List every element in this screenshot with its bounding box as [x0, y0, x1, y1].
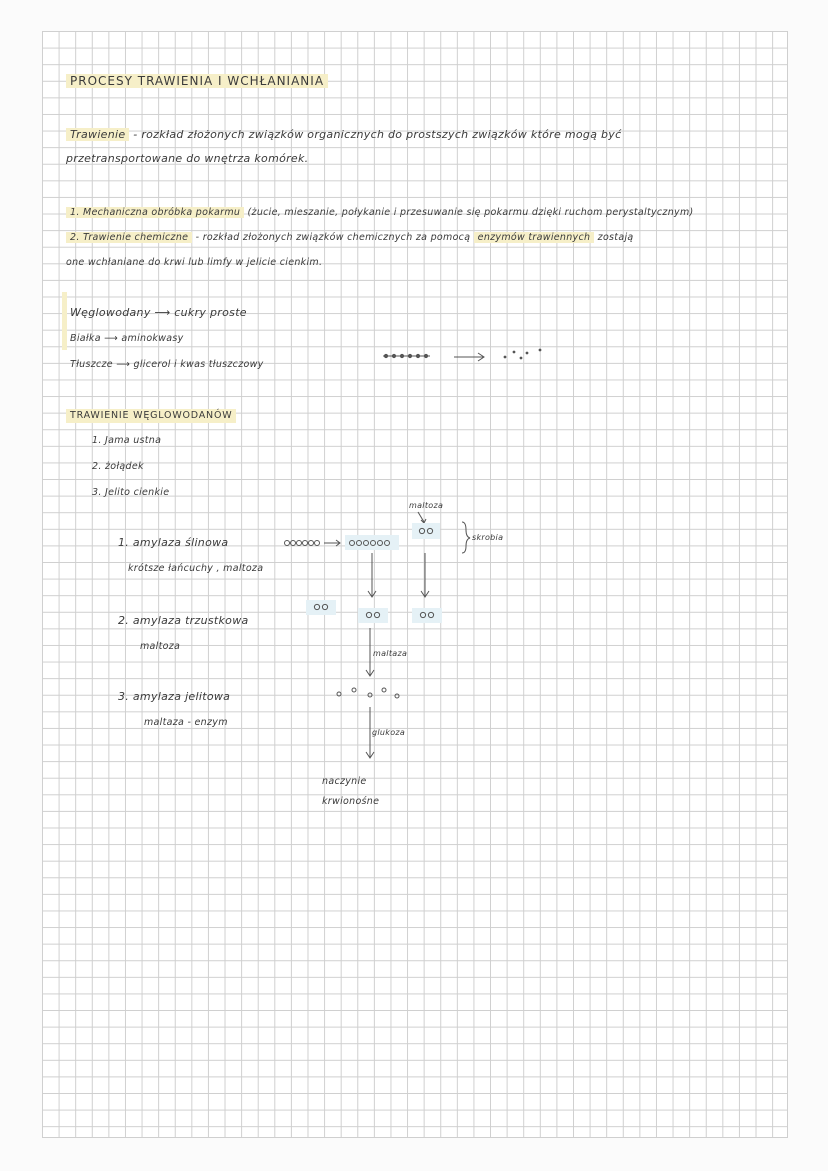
label-maltaza: maltaza — [373, 649, 408, 658]
definition-text: - rozkład złożonych związków organicznych do prostszych związków które mogą być — [133, 128, 622, 141]
enzyme-2-name: 2. amylaza trzustkowa — [118, 614, 249, 627]
glucose-dots-icon — [337, 688, 399, 698]
stage-2-line-2: one wchłaniane do krwi lub limfy w jelicie cienkim. — [66, 257, 323, 268]
stage-2-end: zostają — [597, 232, 634, 243]
enzyme-1-product: krótsze łańcuchy , maltoza — [128, 563, 264, 574]
definition-line-2: przetransportowane do wnętrza komórek. — [66, 152, 309, 165]
stage-2-label: 2. Trawienie chemiczne — [66, 232, 192, 243]
label-maltoza-top: maltoza — [409, 501, 444, 510]
label-skrobia: skrobia — [472, 533, 504, 542]
place-1: 1. Jama ustna — [92, 435, 162, 446]
page-title: PROCESY TRAWIENIA I WCHŁANIANIA — [66, 74, 328, 88]
definition-term: Trawienie — [66, 128, 129, 141]
carb-heading: TRAWIENIE WĘGLOWODANÓW — [66, 409, 236, 423]
starch-chain-icon — [285, 540, 341, 546]
enzyme-2-product: maltoza — [140, 641, 181, 652]
place-2: 2. żołądek — [92, 461, 144, 472]
breakdown-fats: Tłuszcze ⟶ glicerol i kwas tłuszczowy — [70, 359, 264, 370]
label-glukoza: glukoza — [372, 728, 406, 737]
enzyme-3-product: maltaza - enzym — [144, 717, 228, 728]
enzyme-3-name: 3. amylaza jelitowa — [118, 690, 231, 703]
breakdown-proteins: Białka ⟶ aminokwasy — [70, 333, 184, 344]
breakdown-carbs: Węglowodany ⟶ cukry proste — [70, 306, 247, 319]
stage-2-text: - rozkład złożonych związków chemicznych za pomocą — [195, 232, 471, 243]
fat-chain-drawing — [383, 349, 541, 361]
label-vessel: naczynie krwionośne — [322, 776, 380, 807]
stage-1-label: 1. Mechaniczna obróbka pokarmu — [66, 207, 244, 218]
stage-2-enzymes: enzymów trawiennych — [474, 232, 595, 243]
place-3: 3. Jelito cienkie — [92, 487, 170, 498]
stage-1-text: (żucie, mieszanie, połykanie i przesuwanie się pokarmu dzięki ruchom perystaltycznym) — [247, 207, 694, 218]
enzyme-1-name: 1. amylaza ślinowa — [118, 536, 229, 549]
